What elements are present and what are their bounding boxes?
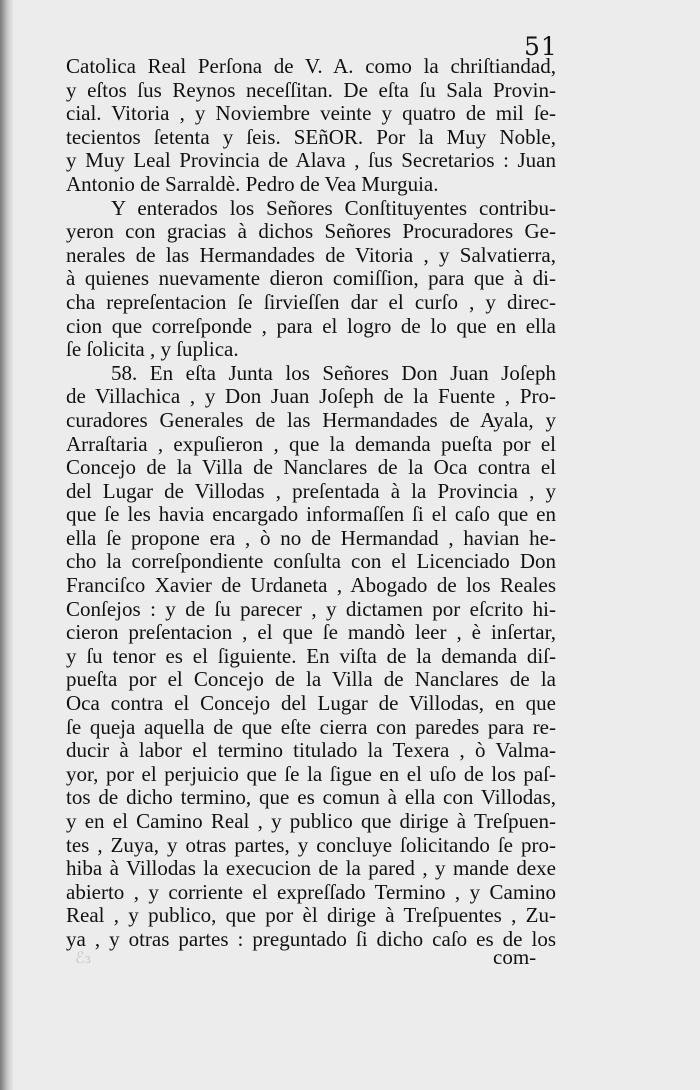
text-line: 58. En eſta Junta los Señores Don Juan Joſeph (111, 360, 556, 385)
text-line: tes , Zuya, y otras partes, y concluye ſolicitando ſe pro- (66, 832, 556, 857)
text-line: tos de dicho termino, que es comun à ella con Villodas, (66, 785, 556, 810)
show-through-mark: ℰ₃ (75, 948, 92, 967)
text-line: y eſtos ſus Reynos neceſſitan. De eſta ſu Sala Provin- (66, 77, 556, 102)
text-line: cieron preſentacion , el que ſe mandò leer , è inſertar, (66, 620, 556, 645)
text-line: tecientos ſetenta y ſeis. SEñOR. Por la Muy Noble, (66, 124, 556, 149)
text-line: ducir à labor el termino titulado la Texera , ò Valma- (66, 738, 556, 763)
text-line: curadores Generales de las Hermandades de Ayala, y (66, 407, 556, 432)
text-line: de Villachica , y Don Juan Joſeph de la Fuente , Pro- (66, 384, 556, 409)
text-line: Real , y publico, que por èl dirige à Treſpuentes , Zu- (66, 903, 556, 928)
text-line: yor, por el perjuicio que ſe la ſigue en el uſo de los paſ- (66, 761, 556, 786)
text-line: y Muy Leal Provincia de Alava , ſus Secretarios : Juan (66, 148, 556, 173)
text-line: Conſejos : y de ſu parecer , y dictamen por eſcrito hi- (66, 596, 556, 621)
text-line: hiba à Villodas la execucion de la pared , y mande dexe (66, 856, 556, 881)
text-line: Franciſco Xavier de Urdaneta , Abogado de los Reales (66, 573, 556, 598)
text-line: y ſu tenor es el ſiguiente. En viſta de la demanda diſ- (66, 643, 556, 668)
text-line: abierto , y corriente el expreſſado Termino , y Camino (66, 879, 556, 904)
text-line: cial. Vitoria , y Noviembre veinte y quatro de mil ſe- (66, 101, 556, 126)
text-line: Antonio de Sarraldè. Pedro de Vea Murguia. (66, 171, 439, 196)
text-line: cha repreſentacion ſe ſirvieſſen dar el curſo , y direc- (66, 289, 556, 314)
text-line: ſe queja aquella de que eſte cierra con paredes para re- (66, 714, 556, 739)
text-line: Concejo de la Villa de Nanclares de la Oca contra el (66, 455, 556, 480)
text-line: cho la correſpondiente conſulta con el Licenciado Don (66, 549, 556, 574)
text-line: que ſe les havia encargado informaſſen ſi el caſo que en (66, 502, 556, 527)
text-line: Y enterados los Señores Conſtituyentes contribu- (111, 195, 556, 220)
text-line: yeron con gracias à dichos Señores Procuradores Ge- (66, 219, 556, 244)
text-line: à quienes nuevamente dieron comiſſion, para que à di- (66, 266, 556, 291)
text-line: y en el Camino Real , y publico que dirige à Treſpuen- (66, 809, 556, 833)
text-line: ella ſe propone era , ò no de Hermandad , havian he- (66, 525, 556, 550)
gutter-shadow (0, 0, 14, 1090)
text-line: cion que correſponde , para el logro de lo que en ella (66, 313, 556, 338)
text-line: ya , y otras partes : preguntado ſi dicho caſo es de los (66, 926, 556, 951)
text-line: del Lugar de Villodas , preſentada à la Provincia , y (66, 478, 556, 503)
catchword: com- (493, 945, 537, 969)
text-line: nerales de las Hermandades de Vitoria , y Salvatierra, (66, 242, 556, 267)
text-line: ſe ſolicita , y ſuplica. (66, 337, 239, 362)
text-line: Oca contra el Concejo del Lugar de Villodas, en que (66, 691, 556, 716)
page-number: 51 (524, 32, 558, 61)
text-line: Arraſtaria , expuſieron , que la demanda pueſta por el (66, 431, 556, 456)
body-text (66, 55, 556, 952)
text-line: Catolica Real Perſona de V. A. como la chriſtiandad, (66, 54, 556, 78)
text-line: pueſta por el Concejo de la Villa de Nanclares de la (66, 667, 556, 692)
